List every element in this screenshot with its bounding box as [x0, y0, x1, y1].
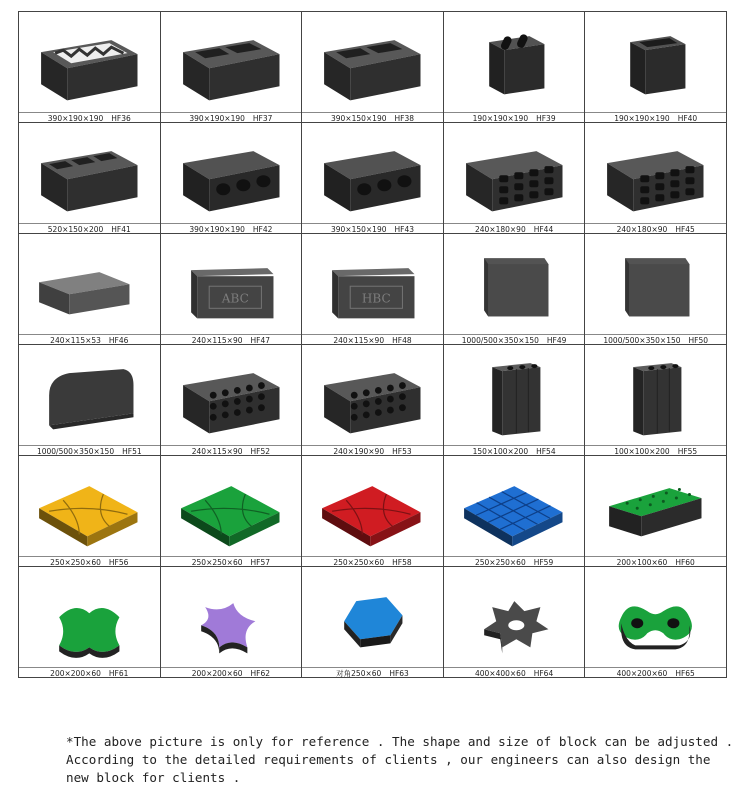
block-cell-hf64: [444, 567, 586, 678]
curb-stone-icon: [444, 234, 585, 334]
block-code: HF63: [389, 669, 409, 678]
block-caption: [444, 556, 585, 567]
yellow-paver-icon: [19, 456, 160, 556]
block-code: HF64: [533, 669, 554, 678]
block-code: HF44: [533, 225, 554, 234]
block-cell-hf37: [161, 12, 303, 123]
block-size: 250×250×60: [50, 558, 101, 567]
block-size: 390×190×190: [189, 114, 245, 123]
block-code: HF50: [688, 336, 709, 345]
block-size: 240×180×90: [474, 225, 526, 234]
block-caption: [19, 223, 160, 234]
blue-grid-paver-icon: [444, 456, 585, 556]
block-caption: [302, 667, 443, 678]
block-size: 390×150×190: [330, 114, 387, 123]
block-caption: [302, 445, 443, 456]
block-caption: [444, 334, 585, 345]
block-catalog-grid: [18, 11, 727, 678]
three-hole-block-icon: [302, 123, 443, 223]
block-caption: [444, 112, 585, 123]
block-cell-hf60: [585, 456, 727, 567]
block-code: HF51: [122, 447, 142, 456]
block-size: 240×190×90: [333, 447, 385, 456]
block-code: HF62: [250, 669, 271, 678]
block-cell-hf46: [19, 234, 161, 345]
perforated-brick-icon: [161, 345, 302, 445]
block-code: HF65: [675, 669, 695, 678]
block-cell-hf49: [444, 234, 586, 345]
block-size: 390×190×190: [47, 114, 104, 123]
three-cavity-block-icon: [19, 123, 160, 223]
block-cell-hf47: [161, 234, 303, 345]
block-cell-hf51: [19, 345, 161, 456]
gray-star-paver-icon: [444, 567, 585, 667]
block-caption: [444, 667, 585, 678]
block-cell-hf58: [302, 456, 444, 567]
block-caption: [302, 334, 443, 345]
block-code: HF53: [392, 447, 412, 456]
block-size: 240×115×90: [333, 336, 385, 345]
note-line-2: According to the detailed requirements of clients , our engineers can also design the: [66, 752, 711, 767]
column-block-icon: [444, 345, 585, 445]
block-size: 100×100×200: [614, 447, 670, 456]
block-cell-hf57: [161, 456, 303, 567]
block-caption: [161, 334, 302, 345]
block-cell-hf56: [19, 456, 161, 567]
block-caption: [161, 556, 302, 567]
block-size: 190×190×190: [472, 114, 529, 123]
block-caption: [585, 223, 726, 234]
block-cell-hf62: [161, 567, 303, 678]
purple-cross-paver-icon: [161, 567, 302, 667]
block-code: HF47: [250, 336, 271, 345]
block-size: 1000/500×350×150: [461, 336, 539, 345]
reference-note: [66, 733, 734, 787]
block-code: HF55: [677, 447, 698, 456]
red-paver-icon: [302, 456, 443, 556]
block-code: HF45: [675, 225, 695, 234]
block-cell-hf39: [444, 12, 586, 123]
block-code: HF38: [394, 114, 414, 123]
block-size: 1000/500×350×150: [36, 447, 115, 456]
block-caption: [585, 112, 726, 123]
svg-text:HBC: HBC: [362, 291, 391, 306]
block-cell-hf44: [444, 123, 586, 234]
block-code: HF36: [111, 114, 131, 123]
solid-brick-icon: [19, 234, 160, 334]
block-caption: [585, 334, 726, 345]
slotted-cube-block-icon: [444, 12, 585, 112]
block-code: HF61: [108, 669, 129, 678]
block-size: 240×180×90: [616, 225, 668, 234]
block-code: HF59: [533, 558, 554, 567]
block-code: HF49: [546, 336, 567, 345]
block-cell-hf54: [444, 345, 586, 456]
block-size: 250×250×60: [474, 558, 526, 567]
block-cell-hf55: [585, 345, 727, 456]
block-code: HF46: [108, 336, 129, 345]
block-cell-hf63: [302, 567, 444, 678]
block-cell-hf45: [585, 123, 727, 234]
block-size: 1000/500×350×150: [603, 336, 681, 345]
block-cell-hf36: [19, 12, 161, 123]
hollow-block-zigzag-icon: [19, 12, 160, 112]
rounded-curb-icon: [19, 345, 160, 445]
block-caption: [19, 112, 160, 123]
block-caption: [302, 223, 443, 234]
block-caption: [161, 223, 302, 234]
two-cavity-block-icon: [161, 12, 302, 112]
block-cell-hf41: [19, 123, 161, 234]
block-code: HF56: [108, 558, 129, 567]
green-shaped-paver-icon: [19, 567, 160, 667]
block-cell-hf53: [302, 345, 444, 456]
block-size: 520×150×200: [47, 225, 104, 234]
block-code: HF60: [675, 558, 695, 567]
block-size: 250×250×60: [191, 558, 243, 567]
svg-text:ABC: ABC: [221, 291, 249, 306]
block-caption: [19, 667, 160, 678]
block-cell-hf38: [302, 12, 444, 123]
block-cell-hf59: [444, 456, 586, 567]
green-paver-icon: [161, 456, 302, 556]
block-size: 250×250×60: [333, 558, 385, 567]
block-size: 240×115×90: [191, 447, 243, 456]
green-dotted-paver-icon: [585, 456, 726, 556]
block-code: HF48: [392, 336, 412, 345]
block-code: HF41: [111, 225, 131, 234]
perforated-block-icon: [302, 345, 443, 445]
block-size: 240×115×90: [191, 336, 243, 345]
embossed-brick-abc-icon: [161, 234, 302, 334]
block-code: HF57: [250, 558, 271, 567]
block-caption: [585, 667, 726, 678]
block-size: 400×200×60: [616, 669, 668, 678]
note-line-1: *The above picture is only for reference . The shape and size of block can be adjusted .: [66, 734, 734, 749]
block-size: 对角250×60: [336, 669, 382, 678]
block-cell-hf50: [585, 234, 727, 345]
block-code: HF43: [394, 225, 414, 234]
block-caption: [161, 445, 302, 456]
block-caption: [19, 556, 160, 567]
block-size: 200×200×60: [50, 669, 101, 678]
block-size: 200×100×60: [616, 558, 668, 567]
block-cell-hf65: [585, 567, 727, 678]
block-code: HF39: [536, 114, 556, 123]
block-caption: [585, 445, 726, 456]
block-caption: [302, 556, 443, 567]
block-size: 190×190×190: [614, 114, 670, 123]
block-size: 400×400×60: [474, 669, 526, 678]
block-size: 390×150×190: [330, 225, 387, 234]
block-size: 390×190×190: [189, 225, 245, 234]
block-code: HF52: [250, 447, 271, 456]
block-cell-hf52: [161, 345, 303, 456]
multi-hole-block-icon: [585, 123, 726, 223]
block-caption: [19, 334, 160, 345]
block-size: 240×115×53: [50, 336, 101, 345]
block-size: 200×200×60: [191, 669, 243, 678]
multi-hole-block-icon: [444, 123, 585, 223]
block-cell-hf42: [161, 123, 303, 234]
block-code: HF40: [677, 114, 698, 123]
block-cell-hf61: [19, 567, 161, 678]
single-cavity-block-icon: [585, 12, 726, 112]
curb-stone-icon: [585, 234, 726, 334]
embossed-brick-hbc-icon: [302, 234, 443, 334]
block-cell-hf48: [302, 234, 444, 345]
green-eight-paver-icon: [585, 567, 726, 667]
block-caption: [444, 445, 585, 456]
block-caption: [585, 556, 726, 567]
three-hole-block-icon: [161, 123, 302, 223]
two-cavity-block-icon: [302, 12, 443, 112]
block-cell-hf40: [585, 12, 727, 123]
block-caption: [161, 112, 302, 123]
block-caption: [444, 223, 585, 234]
block-size: 150×100×200: [472, 447, 529, 456]
block-caption: [161, 667, 302, 678]
block-caption: [302, 112, 443, 123]
block-cell-hf43: [302, 123, 444, 234]
block-caption: [19, 445, 160, 456]
blue-hexagon-paver-icon: [302, 567, 443, 667]
block-code: HF42: [252, 225, 273, 234]
block-code: HF37: [252, 114, 273, 123]
note-line-3: new block for clients .: [66, 770, 241, 785]
column-block-icon: [585, 345, 726, 445]
block-code: HF58: [392, 558, 412, 567]
block-code: HF54: [536, 447, 556, 456]
